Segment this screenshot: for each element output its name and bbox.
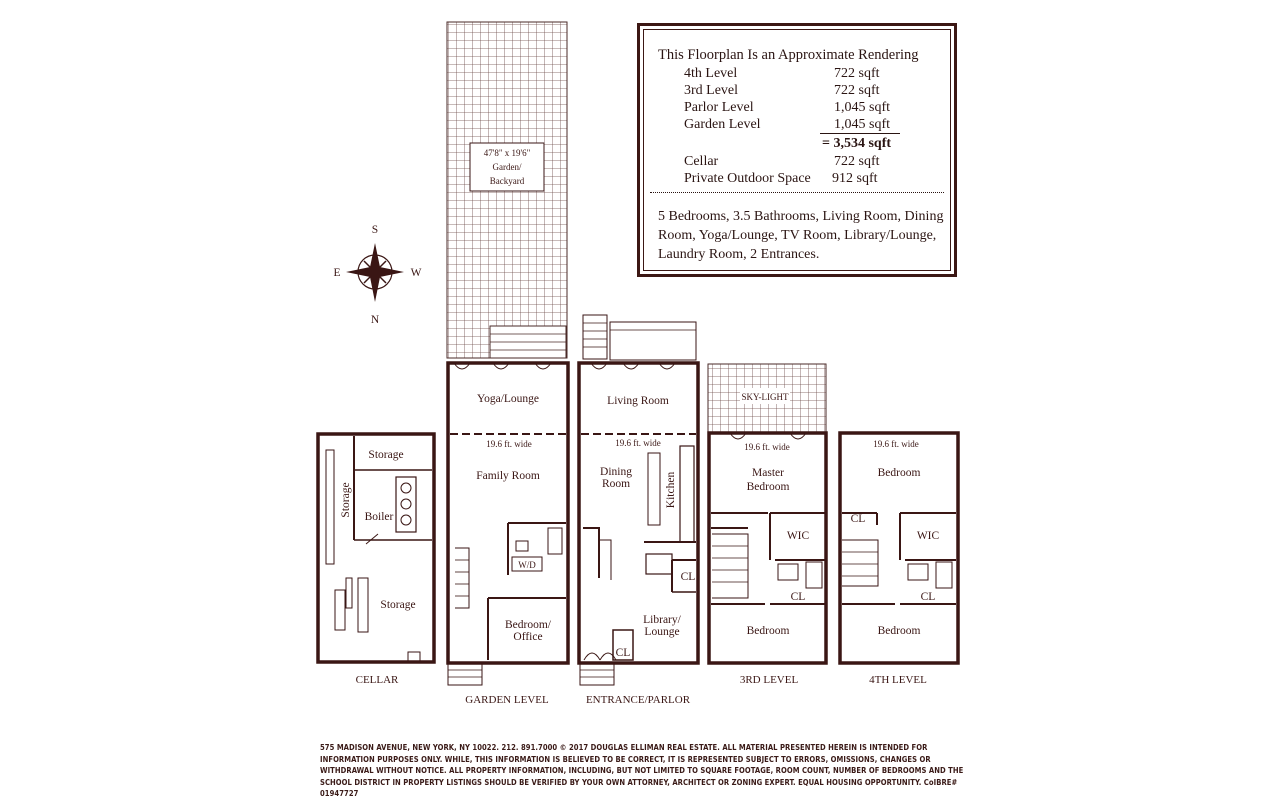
room-cl-3: CL <box>790 591 806 603</box>
room-cl-parlor-1: CL <box>680 571 696 583</box>
room-living: Living Room <box>607 395 669 407</box>
fourth-width: 19.6 ft. wide <box>873 439 919 449</box>
compass-w: W <box>410 267 422 279</box>
summary: 5 Bedrooms, 3.5 Bathrooms, Living Room, Dining Room, Yoga/Lounge, TV Room, Library/Lounge, Laundry Room, 2 Entrances. <box>658 209 944 262</box>
level-label-cellar: CELLAR <box>355 674 399 686</box>
parlor-width: 19.6 ft. wide <box>615 438 661 448</box>
room-wic-3: WIC <box>786 530 810 542</box>
info-box <box>637 23 957 277</box>
room-kitchen: Kitchen <box>665 471 677 509</box>
parlor-level-plan <box>579 315 698 685</box>
room-bedroom-4b: Bedroom <box>877 625 921 637</box>
room-yoga-lounge: Yoga/Lounge <box>476 393 540 405</box>
room-bedroom-office-1: Bedroom/ <box>505 619 551 631</box>
room-family: Family Room <box>476 470 540 482</box>
level-label-garden: GARDEN LEVEL <box>465 694 549 706</box>
room-dining-2: Room <box>601 478 631 490</box>
area-label: 3rd Level <box>684 83 739 98</box>
garden-width: 19.6 ft. wide <box>486 439 532 449</box>
extra-value: 722 sqft <box>834 154 880 169</box>
room-master-1: Master <box>752 467 784 479</box>
divider <box>650 192 944 193</box>
total-underline <box>820 133 900 134</box>
room-library-2: Lounge <box>644 626 680 638</box>
area-value: 1,045 sqft <box>834 117 890 132</box>
area-label: Garden Level <box>684 117 761 132</box>
compass-e: E <box>333 267 341 279</box>
room-wd: W/D <box>518 560 536 570</box>
room-library-1: Library/ <box>643 614 681 626</box>
garden-level-plan <box>448 363 568 685</box>
room-bedroom-4a: Bedroom <box>877 467 921 479</box>
room-wic-4: WIC <box>916 530 940 542</box>
cellar-storage-bottom: Storage <box>380 599 416 611</box>
compass-rose-icon <box>333 224 421 326</box>
level-label-fourth: 4TH LEVEL <box>869 674 927 686</box>
extra-value: 912 sqft <box>832 171 878 186</box>
third-level-plan <box>708 364 826 663</box>
level-label-third: 3RD LEVEL <box>739 674 799 686</box>
area-value: 722 sqft <box>834 83 880 98</box>
cellar-storage-side: Storage <box>340 482 352 518</box>
room-master-2: Bedroom <box>746 481 790 493</box>
legal-disclaimer: 575 MADISON AVENUE, NEW YORK, NY 10022. 212. 891.7000 © 2017 DOUGLAS ELLIMAN REAL ESTATE. ALL MATERIAL PRESENTED HEREIN IS INTENDED FOR INFORMATION PURPOSES ONLY. WHILE, THIS INFORMATION IS BELIEVED TO BE CORRECT, IT IS REPRESENTED SUBJECT TO ERRORS, OMISSIONS, CHANGES OR WITHDRAWAL WITHOUT NOTICE. ALL PROPERTY INFORMATION, INCLUDING, BUT NOT LIMITED TO SQUARE FOOTAGE, ROOM COUNT, NUMBER OF BEDROOMS AND THE SCHOOL DISTRICT IN PROPERTY LISTINGS SHOULD BE VERIFIED BY YOUR OWN ATTORNEY, ARCHITECT OR ZONING EXPERT. EQUAL HOUSING OPPORTUNITY. CoIBRE# 01947727 <box>320 743 964 798</box>
garden-dims: 47'8" x 19'6" <box>483 148 531 158</box>
room-cl-4b: CL <box>920 591 936 603</box>
garden-label-2: Backyard <box>489 176 525 186</box>
compass-s: S <box>371 224 379 236</box>
room-cl-4a: CL <box>850 513 866 525</box>
area-value: 1,045 sqft <box>834 100 890 115</box>
room-cl-parlor-2: CL <box>615 647 631 659</box>
compass-n: N <box>370 314 380 326</box>
total-sqft: = 3,534 sqft <box>822 136 892 151</box>
room-dining-1: Dining <box>600 466 632 478</box>
cellar-storage-top: Storage <box>368 449 404 461</box>
garden-backyard <box>447 22 567 358</box>
area-label: 4th Level <box>684 66 738 81</box>
cellar-plan <box>318 434 434 662</box>
garden-label-1: Garden/ <box>492 162 522 172</box>
area-label: Parlor Level <box>684 100 754 115</box>
room-bedroom-office-2: Office <box>513 631 543 643</box>
area-value: 722 sqft <box>834 66 880 81</box>
extra-label: Private Outdoor Space <box>684 171 811 186</box>
level-label-parlor: ENTRANCE/PARLOR <box>585 694 691 706</box>
third-width: 19.6 ft. wide <box>744 442 790 452</box>
room-bedroom-3: Bedroom <box>746 625 790 637</box>
boiler: Boiler <box>364 511 394 523</box>
skylight-label: SKY-LIGHT <box>741 392 789 402</box>
info-title: This Floorplan Is an Approximate Rendering <box>658 47 919 63</box>
extra-label: Cellar <box>684 154 719 169</box>
